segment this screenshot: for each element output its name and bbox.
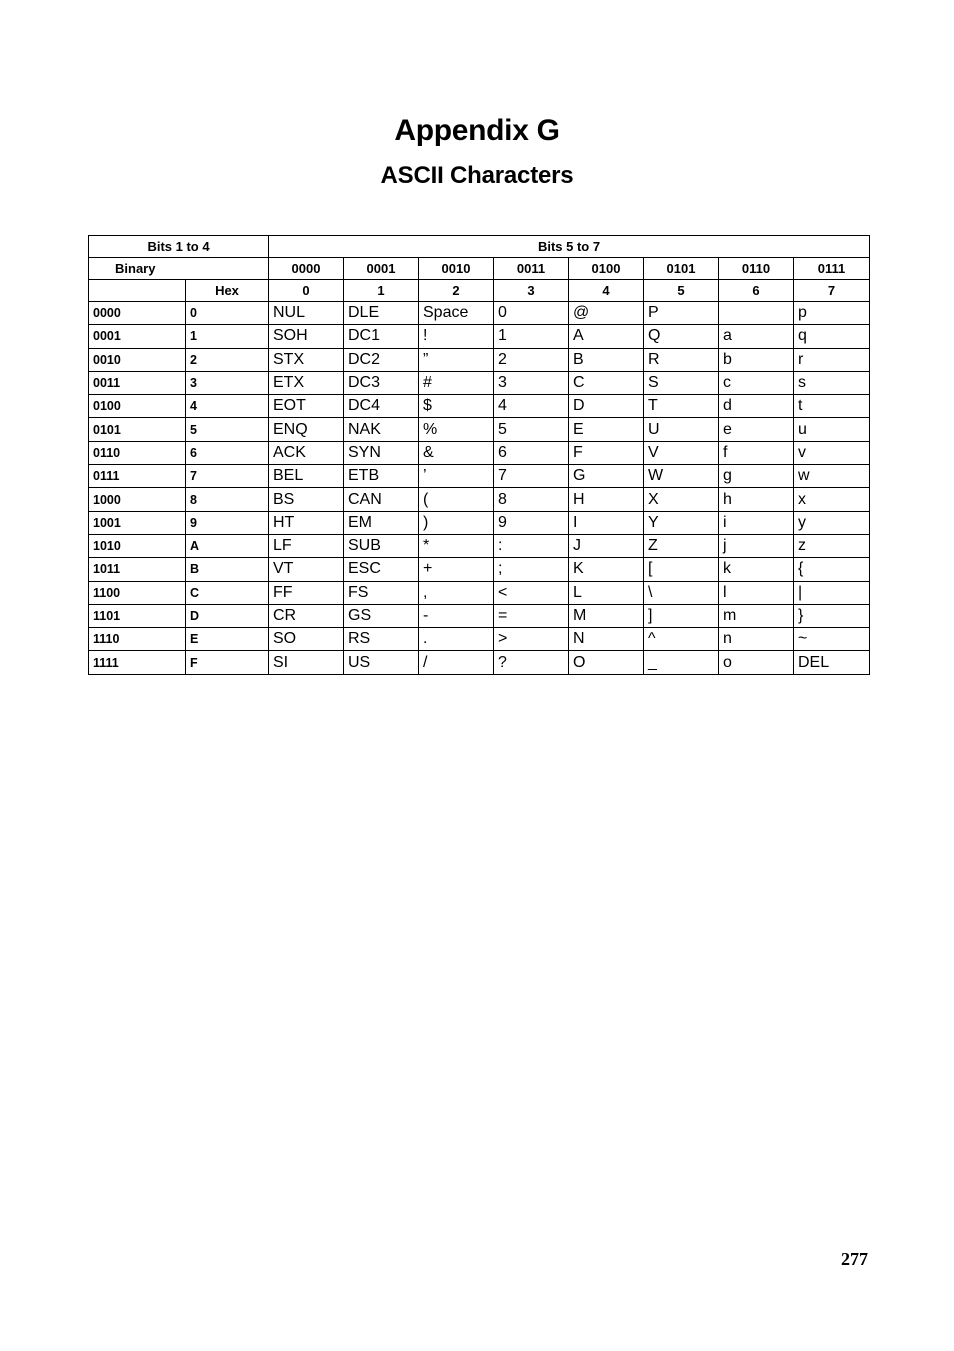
char-cell: , bbox=[419, 581, 494, 604]
char-cell: EM bbox=[344, 511, 419, 534]
row-binary-cell: 0001 bbox=[89, 325, 186, 348]
appendix-subtitle: ASCII Characters bbox=[380, 162, 574, 189]
char-cell: 8 bbox=[494, 488, 569, 511]
char-cell: h bbox=[719, 488, 794, 511]
char-cell: ” bbox=[419, 348, 494, 371]
column-binary-header: 0101 bbox=[644, 258, 719, 280]
row-binary-cell: 0010 bbox=[89, 348, 186, 371]
char-cell: GS bbox=[344, 604, 419, 627]
char-cell: 3 bbox=[494, 371, 569, 394]
char-cell: C bbox=[569, 371, 644, 394]
char-cell: HT bbox=[269, 511, 344, 534]
row-binary-cell: 1111 bbox=[89, 651, 186, 674]
char-cell: l bbox=[719, 581, 794, 604]
row-hex-cell: 1 bbox=[186, 325, 269, 348]
char-cell: = bbox=[494, 604, 569, 627]
table-row bbox=[89, 651, 870, 674]
table-row bbox=[89, 348, 870, 371]
column-binary-header: 0110 bbox=[719, 258, 794, 280]
table-row bbox=[89, 395, 870, 418]
char-cell: W bbox=[644, 465, 719, 488]
row-binary-cell: 0100 bbox=[89, 395, 186, 418]
char-cell: L bbox=[569, 581, 644, 604]
row-hex-cell: 0 bbox=[186, 302, 269, 325]
ascii-table bbox=[88, 235, 870, 675]
row-hex-cell: D bbox=[186, 604, 269, 627]
char-cell: FF bbox=[269, 581, 344, 604]
char-cell: & bbox=[419, 441, 494, 464]
hex-header: Hex bbox=[186, 280, 269, 302]
row-binary-cell: 1000 bbox=[89, 488, 186, 511]
char-cell: S bbox=[644, 371, 719, 394]
row-hex-cell: 4 bbox=[186, 395, 269, 418]
char-cell: J bbox=[569, 534, 644, 557]
char-cell: R bbox=[644, 348, 719, 371]
char-cell: T bbox=[644, 395, 719, 418]
char-cell: 2 bbox=[494, 348, 569, 371]
char-cell: SI bbox=[269, 651, 344, 674]
char-cell: DC4 bbox=[344, 395, 419, 418]
column-hex-header: 1 bbox=[344, 280, 419, 302]
row-binary-cell: 0000 bbox=[89, 302, 186, 325]
char-cell: F bbox=[569, 441, 644, 464]
column-binary-header: 0011 bbox=[494, 258, 569, 280]
char-cell bbox=[719, 302, 794, 325]
char-cell: SO bbox=[269, 628, 344, 651]
table-row bbox=[89, 604, 870, 627]
char-cell: O bbox=[569, 651, 644, 674]
char-cell: % bbox=[419, 418, 494, 441]
char-cell: Space bbox=[419, 302, 494, 325]
table-row bbox=[89, 511, 870, 534]
char-cell: NAK bbox=[344, 418, 419, 441]
char-cell: - bbox=[419, 604, 494, 627]
char-cell: DC2 bbox=[344, 348, 419, 371]
column-binary-header: 0000 bbox=[269, 258, 344, 280]
table-row bbox=[89, 488, 870, 511]
table-row bbox=[89, 325, 870, 348]
row-hex-cell: B bbox=[186, 558, 269, 581]
char-cell: K bbox=[569, 558, 644, 581]
char-cell: Q bbox=[644, 325, 719, 348]
char-cell: BS bbox=[269, 488, 344, 511]
char-cell: D bbox=[569, 395, 644, 418]
char-cell: f bbox=[719, 441, 794, 464]
char-cell: s bbox=[794, 371, 870, 394]
char-cell: ESC bbox=[344, 558, 419, 581]
char-cell: U bbox=[644, 418, 719, 441]
char-cell: e bbox=[719, 418, 794, 441]
char-cell: . bbox=[419, 628, 494, 651]
char-cell: # bbox=[419, 371, 494, 394]
char-cell: A bbox=[569, 325, 644, 348]
hex-header-spacer bbox=[89, 280, 186, 302]
column-hex-header: 0 bbox=[269, 280, 344, 302]
char-cell: LF bbox=[269, 534, 344, 557]
char-cell: CAN bbox=[344, 488, 419, 511]
char-cell: 7 bbox=[494, 465, 569, 488]
char-cell: ~ bbox=[794, 628, 870, 651]
char-cell: [ bbox=[644, 558, 719, 581]
char-cell: V bbox=[644, 441, 719, 464]
row-binary-cell: 1010 bbox=[89, 534, 186, 557]
row-hex-cell: A bbox=[186, 534, 269, 557]
char-cell: k bbox=[719, 558, 794, 581]
char-cell: m bbox=[719, 604, 794, 627]
char-cell: ! bbox=[419, 325, 494, 348]
table-row bbox=[89, 441, 870, 464]
char-cell: BEL bbox=[269, 465, 344, 488]
table-row bbox=[89, 534, 870, 557]
char-cell: ENQ bbox=[269, 418, 344, 441]
char-cell: G bbox=[569, 465, 644, 488]
char-cell: RS bbox=[344, 628, 419, 651]
char-cell: SYN bbox=[344, 441, 419, 464]
char-cell: 5 bbox=[494, 418, 569, 441]
char-cell: Y bbox=[644, 511, 719, 534]
char-cell: n bbox=[719, 628, 794, 651]
char-cell: NUL bbox=[269, 302, 344, 325]
char-cell: x bbox=[794, 488, 870, 511]
row-binary-cell: 1110 bbox=[89, 628, 186, 651]
char-cell: STX bbox=[269, 348, 344, 371]
char-cell: X bbox=[644, 488, 719, 511]
binary-header: Binary bbox=[89, 258, 269, 280]
column-hex-header: 3 bbox=[494, 280, 569, 302]
char-cell: + bbox=[419, 558, 494, 581]
appendix-title: Appendix G bbox=[394, 114, 560, 147]
char-cell: } bbox=[794, 604, 870, 627]
char-cell: * bbox=[419, 534, 494, 557]
char-cell: DLE bbox=[344, 302, 419, 325]
char-cell: FS bbox=[344, 581, 419, 604]
row-binary-cell: 0110 bbox=[89, 441, 186, 464]
char-cell: : bbox=[494, 534, 569, 557]
row-hex-cell: 2 bbox=[186, 348, 269, 371]
table-row bbox=[89, 418, 870, 441]
char-cell: H bbox=[569, 488, 644, 511]
char-cell: ] bbox=[644, 604, 719, 627]
char-cell: { bbox=[794, 558, 870, 581]
row-hex-cell: E bbox=[186, 628, 269, 651]
row-hex-cell: 8 bbox=[186, 488, 269, 511]
row-binary-cell: 0011 bbox=[89, 371, 186, 394]
char-cell: DEL bbox=[794, 651, 870, 674]
row-binary-cell: 1101 bbox=[89, 604, 186, 627]
char-cell: ’ bbox=[419, 465, 494, 488]
char-cell: SOH bbox=[269, 325, 344, 348]
row-hex-cell: C bbox=[186, 581, 269, 604]
row-hex-cell: 5 bbox=[186, 418, 269, 441]
table-row bbox=[89, 465, 870, 488]
column-binary-header: 0010 bbox=[419, 258, 494, 280]
header-row-bits bbox=[89, 236, 870, 258]
char-cell: N bbox=[569, 628, 644, 651]
char-cell: ETX bbox=[269, 371, 344, 394]
char-cell: 0 bbox=[494, 302, 569, 325]
char-cell: Z bbox=[644, 534, 719, 557]
char-cell: d bbox=[719, 395, 794, 418]
char-cell: _ bbox=[644, 651, 719, 674]
char-cell: y bbox=[794, 511, 870, 534]
row-hex-cell: F bbox=[186, 651, 269, 674]
row-hex-cell: 6 bbox=[186, 441, 269, 464]
row-hex-cell: 3 bbox=[186, 371, 269, 394]
row-binary-cell: 1100 bbox=[89, 581, 186, 604]
char-cell: c bbox=[719, 371, 794, 394]
char-cell: DC3 bbox=[344, 371, 419, 394]
column-binary-header: 0100 bbox=[569, 258, 644, 280]
char-cell: i bbox=[719, 511, 794, 534]
table-row bbox=[89, 302, 870, 325]
char-cell: 6 bbox=[494, 441, 569, 464]
char-cell: b bbox=[719, 348, 794, 371]
column-hex-header: 5 bbox=[644, 280, 719, 302]
header-row-binary bbox=[89, 258, 870, 280]
char-cell: DC1 bbox=[344, 325, 419, 348]
table-row bbox=[89, 581, 870, 604]
row-hex-cell: 7 bbox=[186, 465, 269, 488]
column-binary-header: 0111 bbox=[794, 258, 870, 280]
char-cell: \ bbox=[644, 581, 719, 604]
char-cell: EOT bbox=[269, 395, 344, 418]
char-cell: | bbox=[794, 581, 870, 604]
char-cell: > bbox=[494, 628, 569, 651]
char-cell: M bbox=[569, 604, 644, 627]
row-hex-cell: 9 bbox=[186, 511, 269, 534]
column-hex-header: 7 bbox=[794, 280, 870, 302]
char-cell: ( bbox=[419, 488, 494, 511]
row-binary-cell: 1001 bbox=[89, 511, 186, 534]
bits-1-to-4-header: Bits 1 to 4 bbox=[89, 236, 269, 258]
char-cell: ) bbox=[419, 511, 494, 534]
char-cell: g bbox=[719, 465, 794, 488]
column-hex-header: 6 bbox=[719, 280, 794, 302]
table-row bbox=[89, 558, 870, 581]
column-hex-header: 2 bbox=[419, 280, 494, 302]
char-cell: z bbox=[794, 534, 870, 557]
char-cell: E bbox=[569, 418, 644, 441]
char-cell: a bbox=[719, 325, 794, 348]
char-cell: P bbox=[644, 302, 719, 325]
char-cell: p bbox=[794, 302, 870, 325]
bits-5-to-7-header: Bits 5 to 7 bbox=[269, 236, 870, 258]
char-cell: v bbox=[794, 441, 870, 464]
char-cell: r bbox=[794, 348, 870, 371]
char-cell: 9 bbox=[494, 511, 569, 534]
char-cell: VT bbox=[269, 558, 344, 581]
char-cell: / bbox=[419, 651, 494, 674]
char-cell: 1 bbox=[494, 325, 569, 348]
char-cell: B bbox=[569, 348, 644, 371]
char-cell: t bbox=[794, 395, 870, 418]
char-cell: j bbox=[719, 534, 794, 557]
row-binary-cell: 0111 bbox=[89, 465, 186, 488]
header-row-hex bbox=[89, 280, 870, 302]
page-number: 277 bbox=[841, 1249, 868, 1269]
char-cell: US bbox=[344, 651, 419, 674]
row-binary-cell: 1011 bbox=[89, 558, 186, 581]
char-cell: q bbox=[794, 325, 870, 348]
char-cell: I bbox=[569, 511, 644, 534]
char-cell: ACK bbox=[269, 441, 344, 464]
column-hex-header: 4 bbox=[569, 280, 644, 302]
char-cell: $ bbox=[419, 395, 494, 418]
column-binary-header: 0001 bbox=[344, 258, 419, 280]
char-cell: u bbox=[794, 418, 870, 441]
char-cell: ^ bbox=[644, 628, 719, 651]
char-cell: @ bbox=[569, 302, 644, 325]
char-cell: SUB bbox=[344, 534, 419, 557]
char-cell: < bbox=[494, 581, 569, 604]
char-cell: ? bbox=[494, 651, 569, 674]
row-binary-cell: 0101 bbox=[89, 418, 186, 441]
char-cell: o bbox=[719, 651, 794, 674]
char-cell: w bbox=[794, 465, 870, 488]
char-cell: 4 bbox=[494, 395, 569, 418]
char-cell: ETB bbox=[344, 465, 419, 488]
table-row bbox=[89, 371, 870, 394]
char-cell: ; bbox=[494, 558, 569, 581]
table-row bbox=[89, 628, 870, 651]
char-cell: CR bbox=[269, 604, 344, 627]
